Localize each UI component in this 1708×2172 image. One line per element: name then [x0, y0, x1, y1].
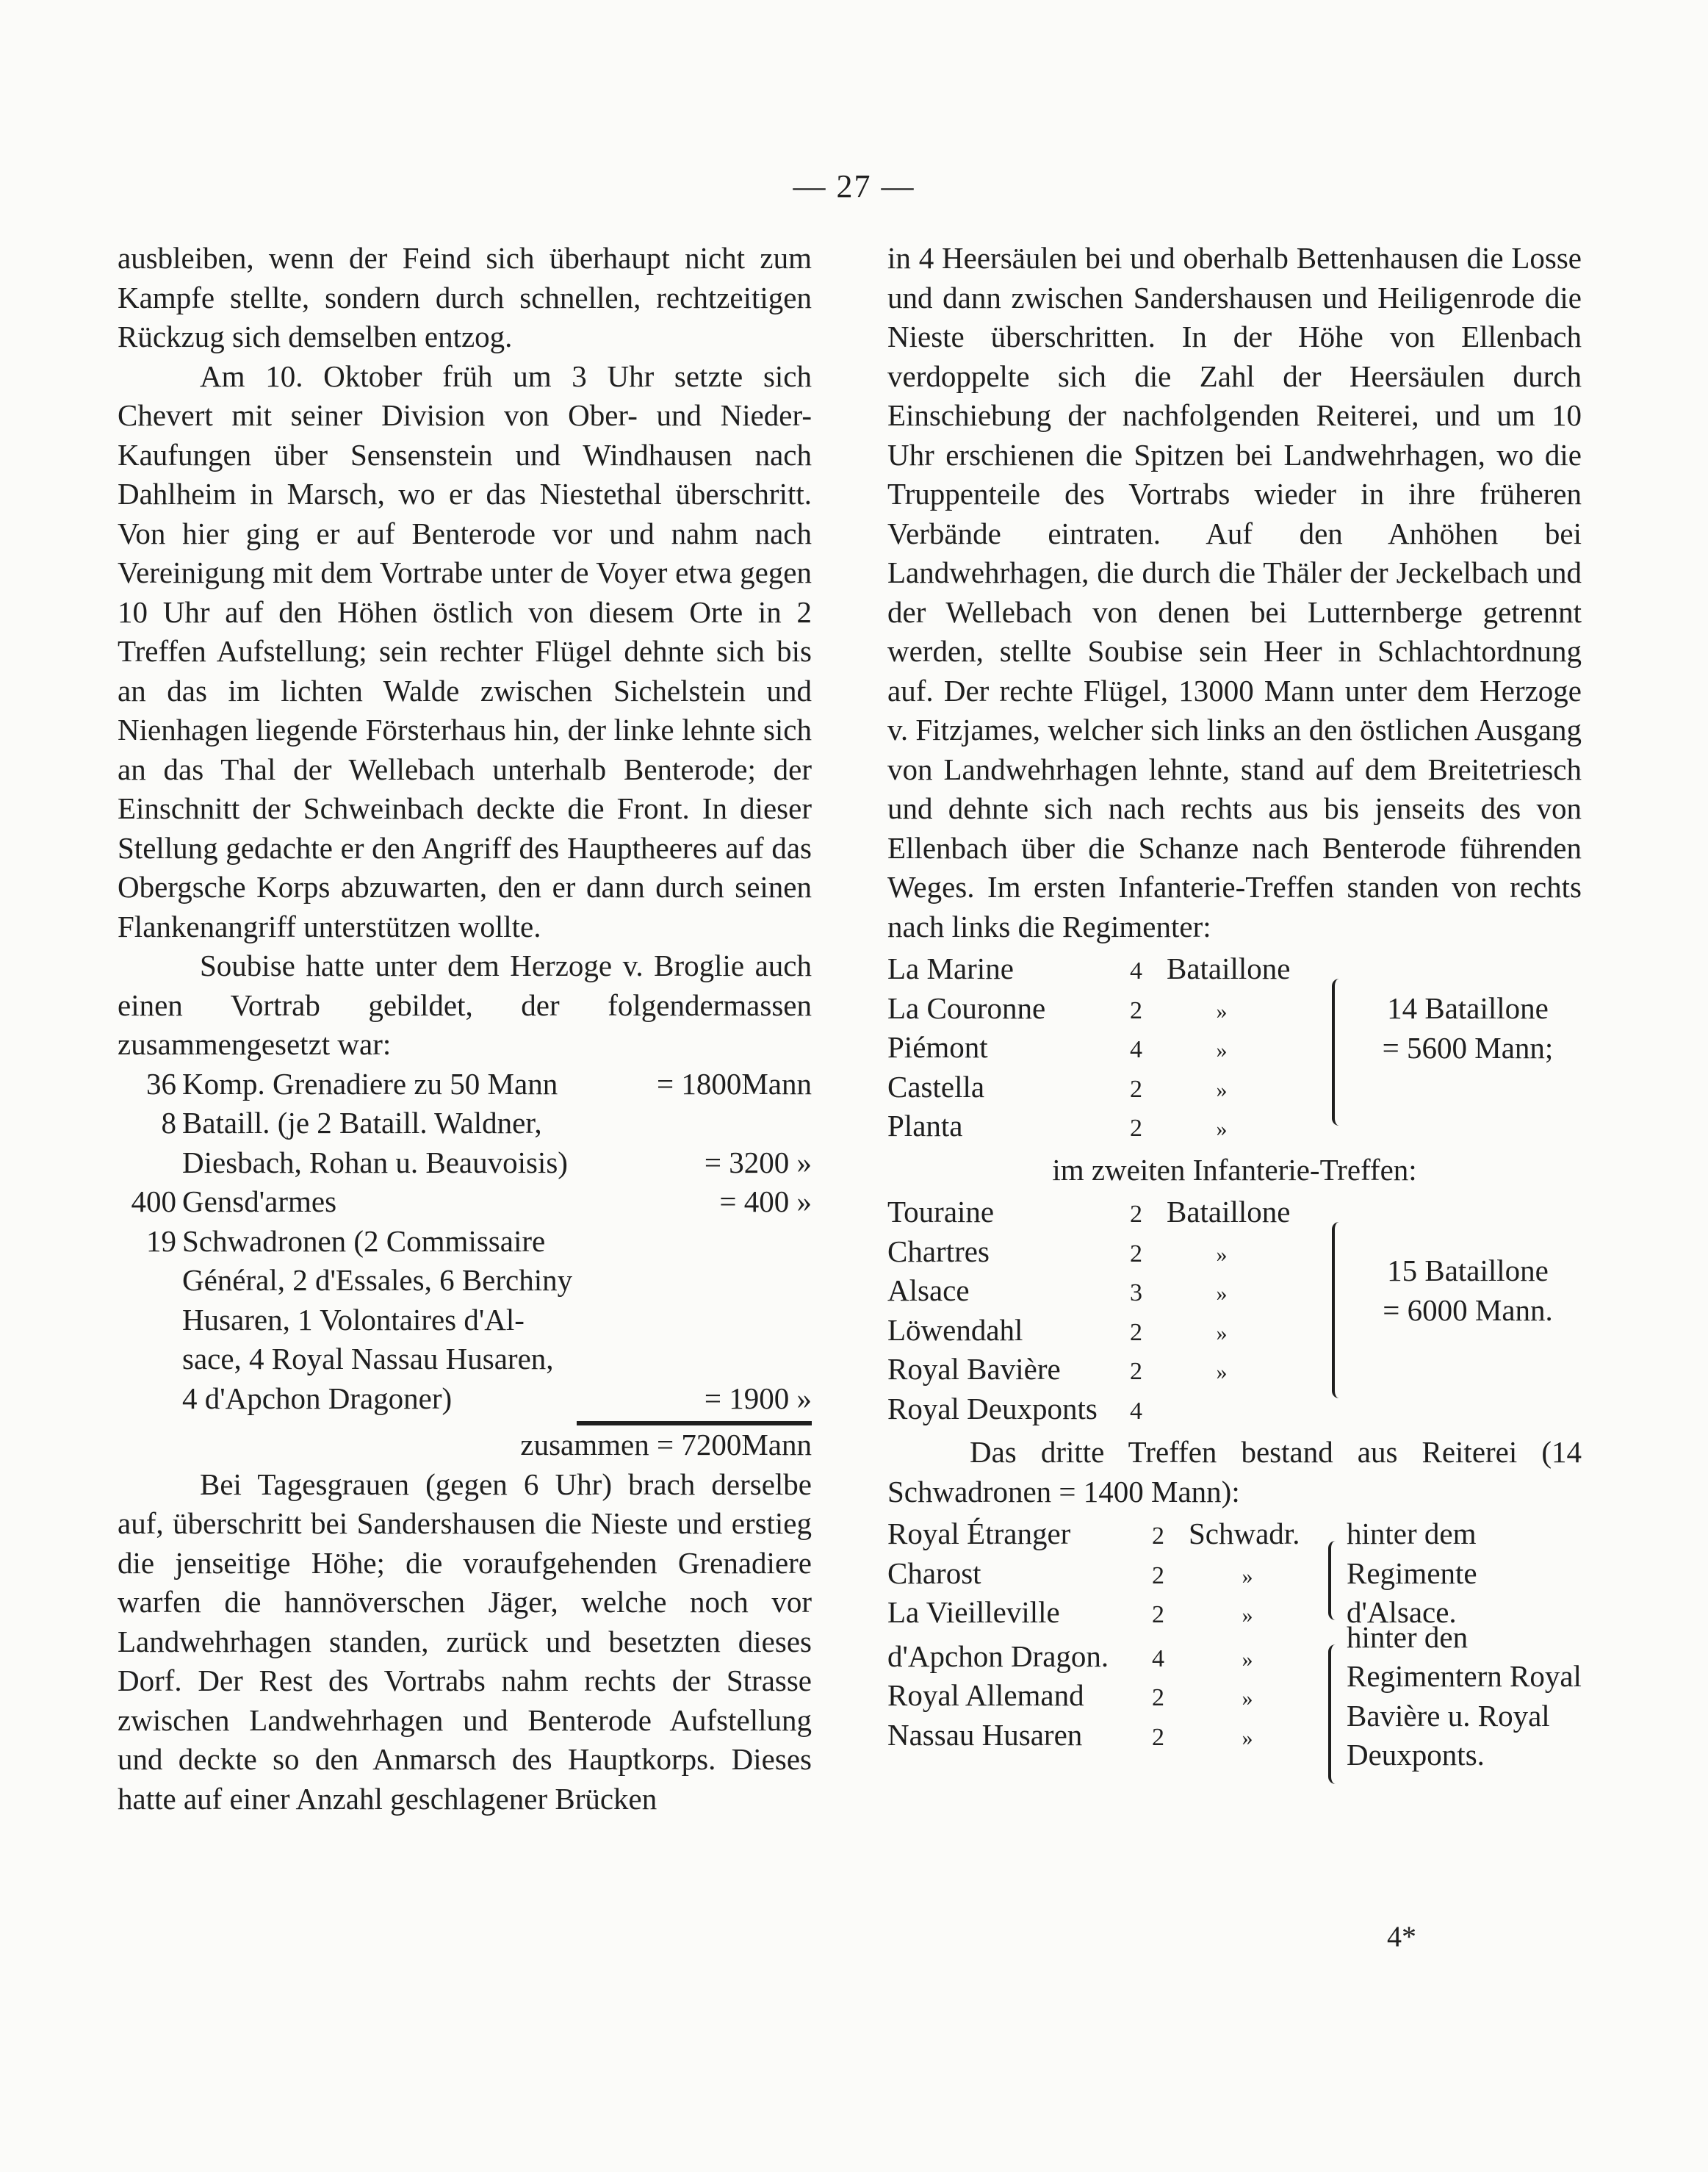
regiment-unit: » [1216, 1117, 1228, 1141]
composition-text: 4 d'Apchon Dragoner) [182, 1381, 453, 1415]
regiment-row [887, 1193, 1582, 1232]
paragraph: Bei Tagesgrauen (gegen 6 Uhr) brach derselbe auf, überschritt bei Sandershausen die Nieste und erstieg die jenseitige Höhe; die voraufgehenden Grenadiere warfen die hannöverschen Jäger, welche noch vor Landwehrhagen standen, zurück und besetzten dieses Dorf. Der Rest des Vortrabs nahm rechts der Strasse zwischen Landwehrhagen und Benterode Aufstellung und deckte so den Anmarsch des Hauptkorps. Dieses hatte auf einer Anzahl geschlagener Brücken [118, 1467, 812, 1816]
composition-row [118, 1182, 812, 1222]
regiment-count: 2 [1130, 1358, 1142, 1385]
cavalry-count: 2 [1152, 1723, 1164, 1751]
second-line-regiments [887, 1193, 1582, 1428]
composition-text: Général, 2 d'Essales, 6 Berchiny [182, 1263, 573, 1297]
regiment-count: 2 [1130, 1240, 1142, 1267]
regiment-name: Touraine [887, 1195, 995, 1229]
regiment-unit: » [1216, 999, 1228, 1024]
regiment-row [887, 1350, 1582, 1389]
regiment-count: 4 [1130, 1397, 1142, 1425]
regiment-name: Planta [887, 1109, 963, 1143]
composition-row [118, 1104, 812, 1182]
right-column [887, 239, 1582, 1772]
cavalry-name: Charost [887, 1556, 981, 1590]
regiment-name: Royal Bavière [887, 1352, 1061, 1386]
signature-mark: 4* [1387, 1920, 1416, 1953]
cavalry-unit: » [1242, 1725, 1253, 1750]
composition-list [118, 1065, 812, 1465]
composition-value: = 400 » [719, 1184, 812, 1218]
left-column [118, 239, 812, 1819]
first-line-regiments [887, 949, 1582, 1146]
regiment-count: 2 [1130, 1115, 1142, 1142]
brace [1332, 1222, 1345, 1398]
composition-text: Komp. Grenadiere zu 50 Mann [182, 1066, 558, 1101]
paragraph: Am 10. Oktober früh um 3 Uhr setzte sich Chevert mit seiner Division von Ober- und Nieder-Kaufungen über Sensenstein und Windhausen nach Dahlheim in Marsch, wo er das Niestethal überschritt. Von hier ging er auf Benterode vor und nahm nach Vereinigung mit dem Vortrabe unter de Voyer etwa gegen 10 Uhr auf den Höhen östlich von diesem Orte in 2 Treffen Aufstellung; sein rechter Flügel dehnte sich bis an das im lichten Walde zwischen Sichelstein und Nienhagen liegende Försterhaus hin, der linke lehnte sich an das Thal der Wellebach unterhalb Benterode; der Einschnitt der Schweinbach deckte die Front. In dieser Stellung gedachte er den Angriff des Hauptheeres auf das Obergsche Korps abzuwarten, den er dann durch seinen Flankenangriff unterstützen wollte. [118, 359, 812, 943]
cavalry-count: 2 [1152, 1684, 1164, 1711]
regiment-unit: » [1216, 1360, 1228, 1384]
composition-count: 400 [131, 1184, 176, 1218]
regiment-unit: » [1216, 1320, 1228, 1345]
regiment-unit: Bataillone [1167, 952, 1291, 985]
regiment-count: 4 [1130, 1036, 1142, 1063]
cavalry-position-note: hinter den Regimentern Royal Bavière u. Royal Deuxponts. [1347, 1619, 1582, 1772]
paragraph: in 4 Heersäulen bei und oberhalb Bettenhausen die Losse und dann zwischen Sandershausen und Heiligenrode die Nieste überschritten. In der Höhe von Ellenbach verdoppelte sich die Zahl der Heersäulen durch Einschiebung der nachfolgenden Reiterei, und um 10 Uhr erschienen die Spitzen bei Landwehrhagen, wo die Truppenteile des Vortrabs wieder in ihre früheren Verbände eintraten. Auf den Anhöhen bei Landwehrhagen, die durch die Thäler der Jeckelbach und der Wellebach von denen bei Lutternberge getrennt werden, stellte Soubise sein Heer in Schlachtordnung auf. Der rechte Flügel, 13000 Mann unter dem Herzoge v. Fitzjames, welcher sich links an den östlichen Ausgang von Landwehrhagen lehnte, stand auf dem Breitetriesch und dehnte sich nach rechts aus bis jenseits des von Ellenbach über die Schanze nach Benterode führenden Weges. Im ersten Infanterie-Treffen standen von rechts nach links die Regimenter: [887, 241, 1582, 943]
composition-text: Gensd'armes [182, 1184, 337, 1218]
summary-battalions: 15 Bataillone [1387, 1254, 1549, 1287]
regiment-name: Royal Deuxponts [887, 1391, 1098, 1425]
composition-text: Husaren, 1 Volontaires d'Al- [182, 1302, 525, 1337]
regiment-unit: » [1216, 1038, 1228, 1062]
cavalry-name: Nassau Husaren [887, 1717, 1083, 1752]
paragraph: Das dritte Treffen bestand aus Reiterei (14 Schwadronen = 1400 Mann): [887, 1435, 1582, 1508]
cavalry-unit: » [1242, 1647, 1253, 1672]
regiment-row [887, 1107, 1582, 1146]
brace [1328, 1541, 1341, 1620]
group-summary [1358, 1251, 1578, 1330]
paragraph: Soubise hatte unter dem Herzoge v. Broglie auch einen Vortrab gebildet, der folgendermassen zusammengesetzt war: [118, 949, 812, 1061]
regiment-unit: Bataillone [1167, 1195, 1291, 1229]
cavalry-group-a [887, 1514, 1582, 1633]
cavalry-count: 2 [1152, 1561, 1164, 1589]
regiment-count: 2 [1130, 1075, 1142, 1103]
composition-row [118, 1222, 812, 1419]
cavalry-unit: » [1242, 1564, 1253, 1589]
cavalry-name: d'Apchon Dragon. [887, 1639, 1109, 1673]
regiment-count: 3 [1130, 1279, 1142, 1306]
regiment-row [887, 1389, 1582, 1429]
cavalry-name: La Vieilleville [887, 1595, 1060, 1629]
summary-battalions: 14 Bataillone [1387, 991, 1549, 1025]
regiment-name: Alsace [887, 1273, 970, 1307]
composition-text: Diesbach, Rohan u. Beauvoisis) [182, 1145, 568, 1179]
composition-value: = 3200 » [704, 1145, 812, 1179]
regiment-unit: » [1216, 1242, 1228, 1267]
regiment-name: Castella [887, 1069, 985, 1104]
composition-count: 8 [161, 1106, 176, 1140]
summary-men: = 5600 Mann; [1382, 1030, 1554, 1065]
composition-count: 36 [146, 1066, 176, 1101]
cavalry-unit: » [1242, 1603, 1253, 1628]
regiment-row [887, 949, 1582, 989]
regiment-unit: » [1216, 1281, 1228, 1306]
regiment-count: 4 [1130, 957, 1142, 985]
regiment-name: La Couronne [887, 990, 1046, 1025]
paragraph: ausbleiben, wenn der Feind sich überhaupt nicht zum Kampfe stellte, sondern durch schnellen, rechtzeitigen Rückzug sich demselben entzog. [118, 241, 812, 353]
composition-text: sace, 4 Royal Nassau Husaren, [182, 1342, 554, 1376]
brace [1332, 979, 1345, 1126]
cavalry-unit: Schwadr. [1189, 1517, 1300, 1550]
cavalry-name: Royal Étranger [887, 1517, 1071, 1550]
cavalry-count: 2 [1152, 1601, 1164, 1628]
regiment-name: Chartres [887, 1234, 990, 1268]
composition-value: = 1800Mann [656, 1066, 812, 1101]
cavalry-name: Royal Allemand [887, 1678, 1084, 1712]
cavalry-group-b [887, 1619, 1582, 1772]
composition-text: Bataill. (je 2 Bataill. Waldner, [182, 1106, 542, 1140]
regiment-count: 2 [1130, 1318, 1142, 1346]
brace [1328, 1644, 1341, 1784]
cavalry-unit: » [1242, 1686, 1253, 1711]
page-number: — 27 — [793, 168, 915, 204]
regiment-unit: » [1216, 1077, 1228, 1102]
second-line-heading: im zweiten Infanterie-Treffen: [1052, 1152, 1417, 1187]
regiment-name: Piémont [887, 1030, 988, 1064]
regiment-count: 2 [1130, 996, 1142, 1024]
regiment-name: La Marine [887, 952, 1014, 985]
composition-value: = 1900 » [704, 1381, 812, 1415]
composition-text: Schwadronen (2 Commissaire [182, 1223, 546, 1258]
cavalry-count: 4 [1152, 1644, 1164, 1672]
cavalry-position-note: hinter dem Regimente d'Alsace. [1347, 1517, 1477, 1629]
regiment-count: 2 [1130, 1201, 1142, 1228]
regiment-row [887, 1068, 1582, 1107]
group-summary [1358, 989, 1578, 1068]
regiment-name: Löwendahl [887, 1312, 1023, 1347]
composition-total: zusammen = 7200Mann [520, 1428, 812, 1461]
summary-men: = 6000 Mann. [1383, 1292, 1553, 1327]
cavalry-count: 2 [1152, 1522, 1164, 1550]
composition-row [118, 1065, 812, 1104]
composition-count: 19 [146, 1223, 176, 1258]
